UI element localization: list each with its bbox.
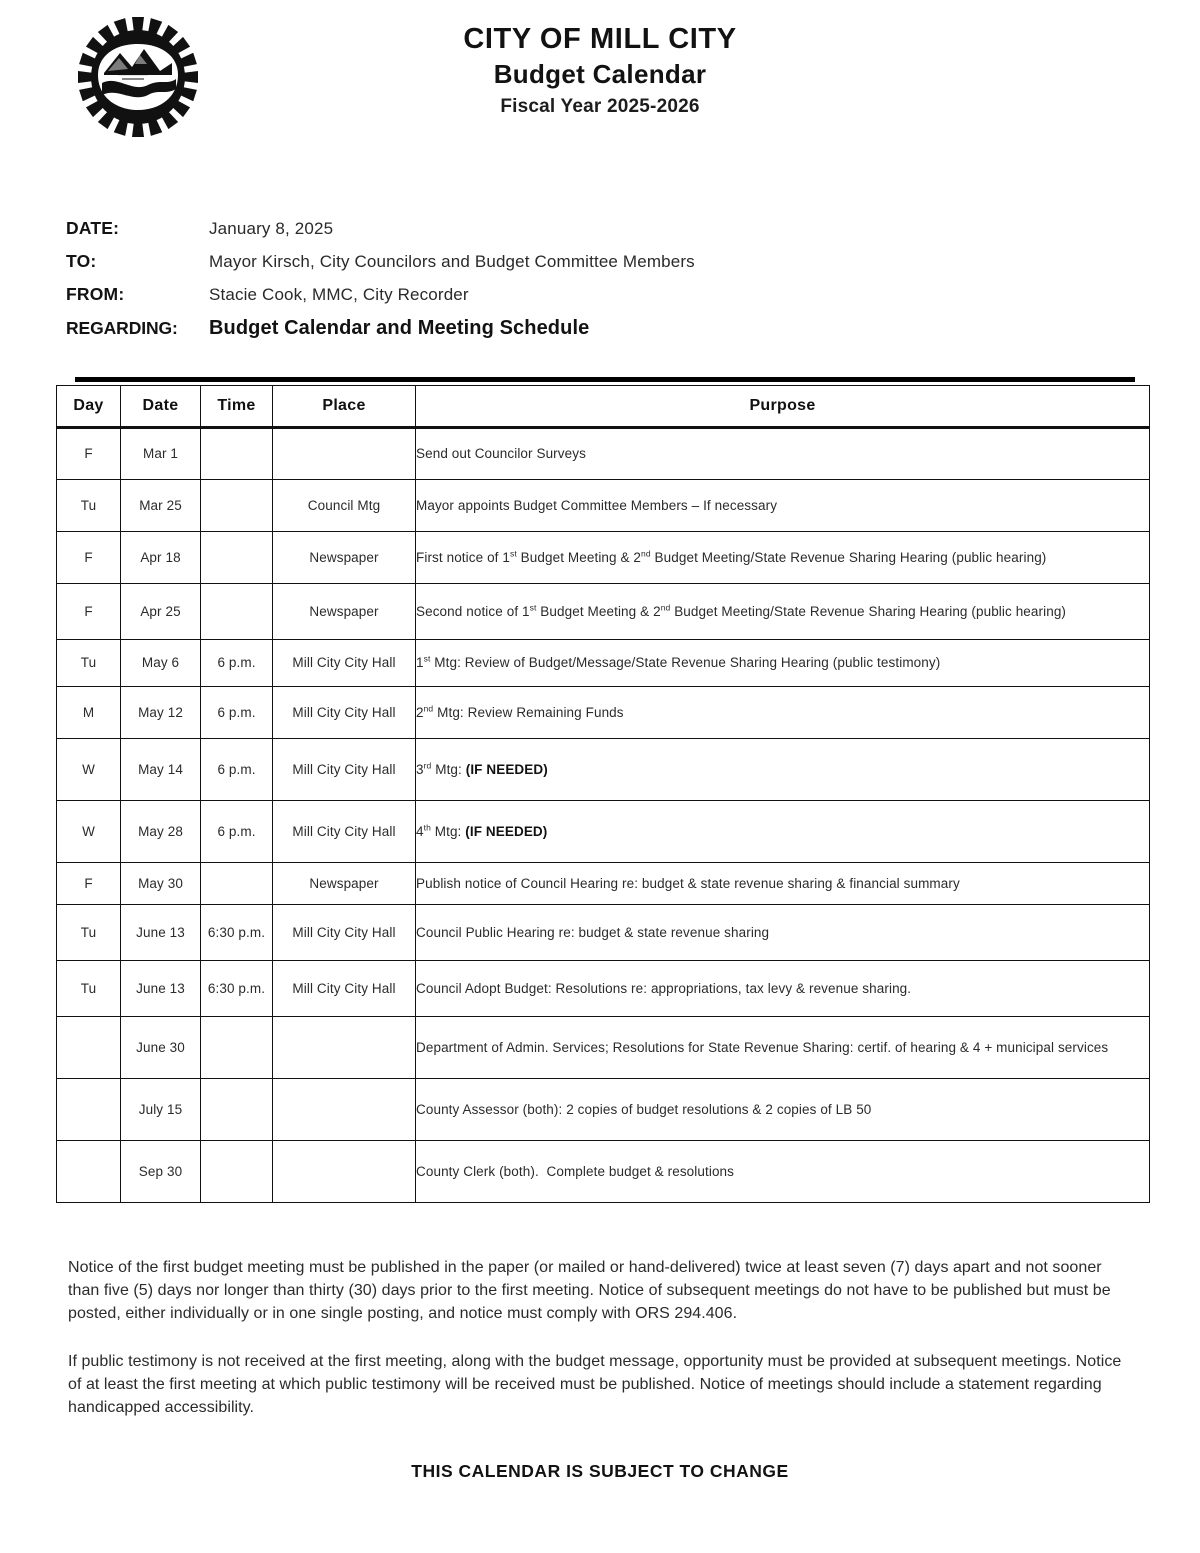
table-row [57,905,1150,961]
cell-place: Newspaper [273,532,416,584]
column-header-day: Day [57,386,121,428]
cell-time [201,1141,273,1203]
cell-time: 6:30 p.m. [201,905,273,961]
cell-purpose: County Assessor (both): 2 copies of budget resolutions & 2 copies of LB 50 [416,1079,1150,1141]
cell-day: F [57,584,121,640]
cell-date: May 6 [121,640,201,687]
cell-day: Tu [57,961,121,1017]
cell-time [201,428,273,480]
cell-date: May 28 [121,801,201,863]
cell-day: M [57,687,121,739]
table-row [57,863,1150,905]
page-subtitle: Budget Calendar [493,59,707,90]
cell-date: May 14 [121,739,201,801]
document-header [0,0,1200,160]
cell-time [201,1017,273,1079]
memo-from-label: FROM: [66,284,125,304]
cell-day: W [57,739,121,801]
table-row [57,801,1150,863]
cell-place: Mill City City Hall [273,739,416,801]
cell-purpose: 4th Mtg: (IF NEEDED) [416,801,1150,863]
cell-time: 6 p.m. [201,687,273,739]
cell-time [201,1079,273,1141]
memo-block [66,218,1136,340]
cell-place: Mill City City Hall [273,687,416,739]
cell-place: Newspaper [273,584,416,640]
cell-day: Tu [57,905,121,961]
cell-day: F [57,532,121,584]
footer-notes [68,1256,1124,1443]
cell-day [57,1141,121,1203]
table-row [57,1141,1150,1203]
cell-place: Newspaper [273,863,416,905]
page-title: CITY OF MILL CITY [463,23,737,55]
cell-date: Apr 18 [121,532,201,584]
table-row [57,1017,1150,1079]
cell-purpose: Council Public Hearing re: budget & state revenue sharing [416,905,1150,961]
table-row [57,1079,1150,1141]
table-row [57,640,1150,687]
memo-date-label: DATE: [66,218,120,238]
cell-date: June 13 [121,905,201,961]
table-row [57,739,1150,801]
title-block [0,22,1200,118]
memo-row-to [66,251,1136,272]
cell-time [201,480,273,532]
cell-place [273,428,416,480]
memo-to-label: TO: [66,251,97,271]
cell-place [273,1079,416,1141]
memo-row-regarding [66,317,1136,340]
cell-date: July 15 [121,1079,201,1141]
cell-day: F [57,863,121,905]
budget-calendar-table [56,385,1150,1203]
cell-date: May 30 [121,863,201,905]
table-body [57,428,1150,1203]
closing-statement: THIS CALENDAR IS SUBJECT TO CHANGE [411,1461,789,1481]
cell-time [201,863,273,905]
table-row [57,961,1150,1017]
cell-date: June 30 [121,1017,201,1079]
table-row [57,428,1150,480]
cell-date: Mar 1 [121,428,201,480]
memo-row-from [66,284,1136,305]
cell-purpose: 1st Mtg: Review of Budget/Message/State Revenue Sharing Hearing (public testimony) [416,640,1150,687]
cell-time: 6 p.m. [201,739,273,801]
cell-place: Mill City City Hall [273,640,416,687]
fiscal-year-label: Fiscal Year 2025-2026 [500,96,700,118]
cell-time: 6:30 p.m. [201,961,273,1017]
cell-date: Mar 25 [121,480,201,532]
cell-purpose: First notice of 1st Budget Meeting & 2nd Budget Meeting/State Revenue Sharing Hearing (public hearing) [416,532,1150,584]
cell-day: Tu [57,640,121,687]
cell-time: 6 p.m. [201,640,273,687]
cell-place: Mill City City Hall [273,905,416,961]
cell-purpose: Send out Councilor Surveys [416,428,1150,480]
cell-purpose: 2nd Mtg: Review Remaining Funds [416,687,1150,739]
cell-time [201,532,273,584]
cell-time: 6 p.m. [201,801,273,863]
table-row [57,687,1150,739]
cell-purpose: Publish notice of Council Hearing re: budget & state revenue sharing & financial summary [416,863,1150,905]
cell-date: Apr 25 [121,584,201,640]
note-paragraph-2: If public testimony is not received at the first meeting, along with the budget message, opportunity must be provided at subsequent meetings. Notice of at least the first meeting at which public testimony will be received must be published. Notice of meetings should include a statement regarding handicapped accessibility. [68,1352,1122,1416]
cell-purpose: Council Adopt Budget: Resolutions re: appropriations, tax levy & revenue sharing. [416,961,1150,1017]
cell-day: Tu [57,480,121,532]
cell-date: Sep 30 [121,1141,201,1203]
cell-purpose: Second notice of 1st Budget Meeting & 2nd Budget Meeting/State Revenue Sharing Hearing (public hearing) [416,584,1150,640]
cell-purpose: 3rd Mtg: (IF NEEDED) [416,739,1150,801]
cell-date: June 13 [121,961,201,1017]
cell-purpose: Department of Admin. Services; Resolutions for State Revenue Sharing: certif. of hearing & 4 + municipal services [416,1017,1150,1079]
note-paragraph-1: Notice of the first budget meeting must be published in the paper (or mailed or hand-delivered) twice at least seven (7) days apart and not sooner than five (5) days nor longer than thirty (30) days prior to the first meeting. Notice of subsequent meetings do not have to be published but must be posted, either individually or in one single posting, and notice must comply with ORS 294.406. [68,1259,1111,1323]
table-row [57,480,1150,532]
memo-to-value: Mayor Kirsch, City Councilors and Budget Committee Members [209,252,695,271]
cell-place: Mill City City Hall [273,801,416,863]
column-header-date: Date [121,386,201,428]
table-row [57,532,1150,584]
table-row [57,584,1150,640]
cell-time [201,584,273,640]
table-header-row [57,386,1150,428]
cell-place [273,1141,416,1203]
cell-purpose: County Clerk (both). Complete budget & resolutions [416,1141,1150,1203]
cell-purpose: Mayor appoints Budget Committee Members – If necessary [416,480,1150,532]
memo-from-value: Stacie Cook, MMC, City Recorder [209,285,469,304]
table-top-rule [75,377,1135,382]
cell-date: May 12 [121,687,201,739]
cell-day: F [57,428,121,480]
memo-date-value: January 8, 2025 [209,219,334,238]
memo-regarding-value: Budget Calendar and Meeting Schedule [209,317,590,339]
cell-place: Council Mtg [273,480,416,532]
memo-regarding-label: REGARDING: [66,318,178,338]
cell-day [57,1079,121,1141]
memo-row-date [66,218,1136,239]
cell-day: W [57,801,121,863]
cell-place [273,1017,416,1079]
cell-day [57,1017,121,1079]
column-header-place: Place [273,386,416,428]
column-header-time: Time [201,386,273,428]
column-header-purpose: Purpose [416,386,1150,428]
cell-place: Mill City City Hall [273,961,416,1017]
